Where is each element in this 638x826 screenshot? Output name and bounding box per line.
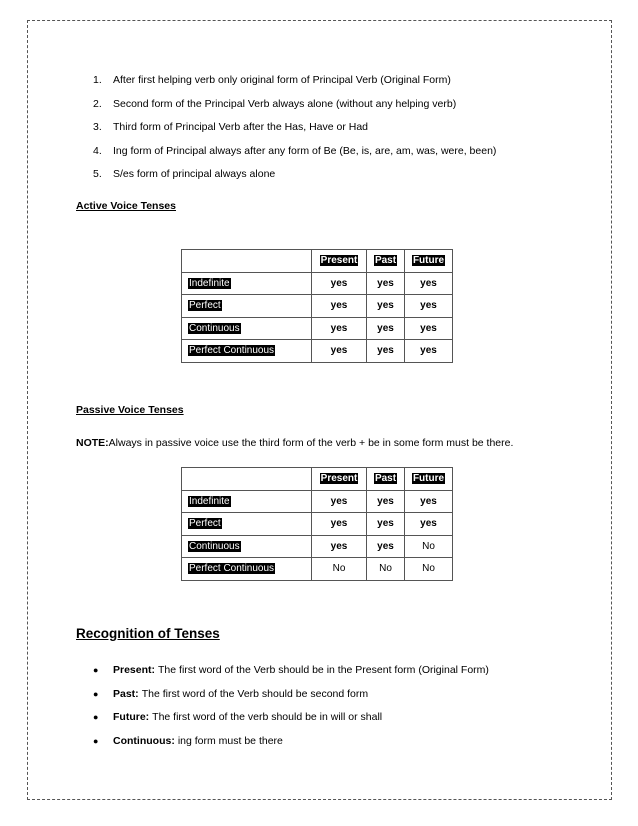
list-text: Second form of the Principal Verb always alone (without any helping verb) — [113, 97, 457, 110]
table-cell: No — [367, 558, 405, 581]
row-label: Continuous — [182, 535, 312, 558]
column-header: Past — [367, 250, 405, 273]
table-cell: yes — [405, 490, 453, 513]
item-label: Continuous: — [113, 735, 175, 748]
list-number: 5. — [93, 168, 102, 180]
table-row — [182, 558, 453, 581]
table-row — [182, 295, 453, 318]
table-cell: yes — [312, 272, 367, 295]
table-cell: yes — [367, 340, 405, 363]
note-text: Always in passive voice use the third form of the verb + be in some form must be there. — [108, 437, 514, 449]
column-header: Past — [367, 468, 405, 491]
table-row — [182, 340, 453, 363]
table-row — [182, 513, 453, 536]
list-text: S/es form of principal always alone — [113, 168, 276, 180]
row-label: Perfect — [182, 513, 312, 536]
table-cell: yes — [405, 272, 453, 295]
recognition-title: Recognition of Tenses — [76, 626, 220, 641]
table-cell: yes — [312, 295, 367, 318]
column-header: Future — [405, 250, 453, 273]
passive-note — [76, 437, 513, 449]
table-cell: yes — [367, 535, 405, 558]
list-text: After first helping verb only original form of Principal Verb (Original Form) — [113, 74, 451, 86]
bullet-icon: ● — [93, 712, 99, 723]
bullet-icon: ● — [93, 665, 99, 675]
list-item — [93, 144, 496, 168]
column-header: Future — [405, 468, 453, 491]
bullet-icon: ● — [93, 688, 99, 699]
table-cell: yes — [367, 490, 405, 513]
list-item — [93, 710, 489, 734]
list-number: 1. — [93, 74, 102, 86]
bullet-icon: ● — [93, 736, 99, 747]
table-row — [182, 535, 453, 558]
table-cell: No — [312, 558, 367, 581]
list-item — [93, 120, 496, 144]
recognition-list — [93, 663, 489, 758]
passive-voice-heading: Passive Voice Tenses — [76, 404, 184, 416]
table-cell: yes — [405, 513, 453, 536]
list-item — [93, 687, 489, 711]
row-label: Perfect Continuous — [182, 558, 312, 581]
item-text: ing form must be there — [177, 735, 283, 748]
table-cell: yes — [312, 317, 367, 340]
list-number: 2. — [93, 97, 102, 110]
list-item — [93, 97, 496, 121]
table-cell: No — [405, 558, 453, 581]
list-item — [93, 73, 496, 97]
item-label: Present: — [113, 664, 156, 676]
row-label: Indefinite — [182, 272, 312, 295]
table-row — [182, 272, 453, 295]
table-cell: yes — [405, 317, 453, 340]
table-row — [182, 490, 453, 513]
table-cell: yes — [405, 340, 453, 363]
table-cell: yes — [367, 317, 405, 340]
table-cell: yes — [367, 272, 405, 295]
list-number: 4. — [93, 144, 102, 157]
list-number: 3. — [93, 121, 102, 133]
table-header-row — [182, 250, 453, 273]
item-text: The first word of the verb should be in will or shall — [152, 711, 383, 724]
row-label: Indefinite — [182, 490, 312, 513]
table-cell: yes — [312, 490, 367, 513]
list-item — [93, 663, 489, 687]
note-label: NOTE: — [76, 437, 109, 449]
list-text: Third form of Principal Verb after the Has, Have or Had — [113, 121, 369, 133]
table-corner-cell — [182, 468, 312, 491]
item-label: Future: — [113, 711, 150, 724]
item-label: Past: — [113, 687, 139, 700]
table-cell: yes — [405, 295, 453, 318]
table-header-row — [182, 468, 453, 491]
table-cell: yes — [367, 295, 405, 318]
column-header: Present — [312, 250, 367, 273]
list-item — [93, 734, 489, 758]
table-row — [182, 317, 453, 340]
item-text: The first word of the Verb should be in the Present form (Original Form) — [158, 664, 489, 676]
row-label: Continuous — [182, 317, 312, 340]
passive-voice-table — [181, 467, 453, 581]
row-label: Perfect — [182, 295, 312, 318]
row-label: Perfect Continuous — [182, 340, 312, 363]
table-cell: yes — [312, 535, 367, 558]
table-cell: yes — [367, 513, 405, 536]
rules-list — [93, 73, 496, 191]
list-text: Ing form of Principal always after any form of Be (Be, is, are, am, was, were, been) — [113, 144, 497, 157]
table-cell: yes — [312, 340, 367, 363]
list-item — [93, 167, 496, 191]
table-cell: yes — [312, 513, 367, 536]
active-voice-table — [181, 249, 453, 363]
column-header: Present — [312, 468, 367, 491]
active-voice-heading: Active Voice Tenses — [76, 200, 176, 212]
table-cell: No — [405, 535, 453, 558]
table-corner-cell — [182, 250, 312, 273]
item-text: The first word of the Verb should be second form — [141, 687, 369, 700]
